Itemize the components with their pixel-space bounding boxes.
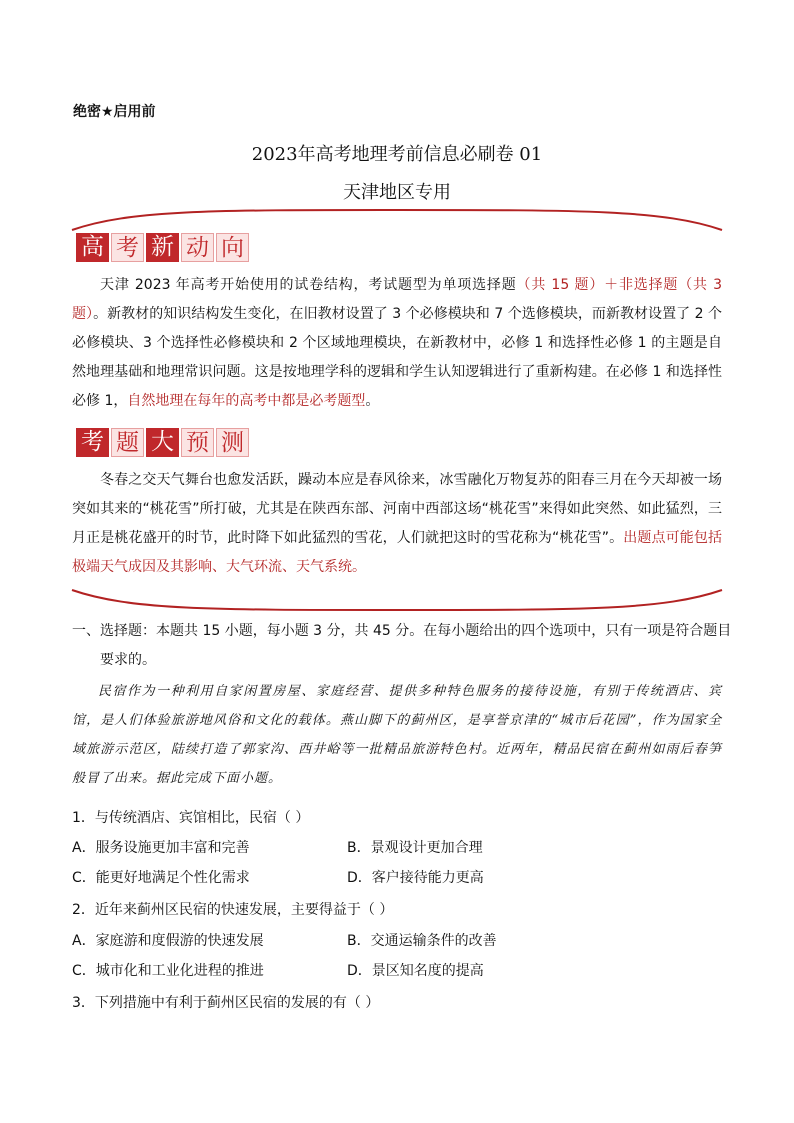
banner-char: 新 — [146, 233, 179, 262]
option-2c: C．城市化和工业化进程的推进 — [72, 963, 264, 979]
option-1b: B．景观设计更加合理 — [347, 840, 483, 856]
option-2d: D．景区知名度的提高 — [347, 963, 484, 979]
option-2a: A．家庭游和度假游的快速发展 — [72, 933, 264, 949]
text: 。新教材的知识结构发生变化，在旧教材设置了 3 个必修模块和 7 个选修模块，而新教材设置了 2 个必修模块、3 个选择性必修模块和 2 个区域地理模块，在新教材中，必修 1 和选择性必修 1 的主题是自然地理基础和地理常识问题。这是按地理学科的逻辑和学生认知逻辑进行了重新构建。在必修 1 和选择性必修 1， — [72, 306, 723, 409]
option-1c: C．能更好地满足个性化需求 — [72, 870, 250, 886]
option-1d: D．客户接待能力更高 — [347, 870, 484, 886]
text: 。 — [365, 393, 380, 409]
question-2: 2．近年来蓟州区民宿的快速发展，主要得益于（ ） — [72, 902, 394, 918]
question-1: 1．与传统酒店、宾馆相比，民宿（ ） — [72, 810, 310, 826]
banner-char: 大 — [146, 428, 179, 457]
banner-char: 向 — [216, 233, 249, 262]
banner-char: 预 — [181, 428, 214, 457]
banner-char: 高 — [76, 233, 109, 262]
trend-paragraph — [72, 271, 722, 416]
highlight-text: 自然地理在每年的高考中都是必考题型 — [127, 393, 366, 409]
page-title: 2023年高考地理考前信息必刷卷 01 — [251, 144, 543, 165]
highlight-text: （共 15 题）＋非选择题（共 3 题） — [72, 277, 723, 322]
option-1a: A．服务设施更加丰富和完善 — [72, 840, 250, 856]
bottom-decorative-curve — [70, 588, 724, 612]
highlight-text: 出题点可能包括极端天气成因及其影响、大气环流、天气系统。 — [72, 530, 722, 575]
text: 天津 2023 年高考开始使用的试卷结构，考试题型为单项选择题 — [100, 277, 517, 293]
banner-char: 动 — [181, 233, 214, 262]
banner-gaokao-trend — [76, 233, 251, 265]
reading-passage: 民宿作为一种利用自家闲置房屋、家庭经营、提供多种特色服务的接待设施，有别于传统酒店、宾馆，是人们体验旅游地风俗和文化的载体。燕山脚下的蓟州区，是享誉京津的“城市后花园”，作为国家全域旅游示范区，陆续打造了郭家沟、西井峪等一批精品旅游特色村。近两年，精品民宿在蓟州如雨后春笋般冒了出来。据此完成下面小题。 — [72, 684, 722, 786]
top-decorative-curve — [70, 208, 724, 232]
confidential-label: 绝密★启用前 — [73, 104, 156, 120]
section-instructions-cont: 要求的。 — [100, 652, 156, 668]
section-instructions: 一、选择题：本题共 15 小题，每小题 3 分，共 45 分。在每小题给出的四个选项中，只有一项是符合题目 — [72, 623, 732, 639]
text: 冬春之交天气舞台也愈发活跃，躁动本应是春风徐来，冰雪融化万物复苏的阳春三月在今天却被一场突如其来的“桃花雪”所打破，尤其是在陕西东部、河南中西部这场“桃花雪”来得如此突然、如此猛烈，三月正是桃花盛开的时节，此时降下如此猛烈的雪花，人们就把这时的雪花称为“桃花雪”。 — [72, 472, 722, 546]
banner-char: 考 — [111, 233, 144, 262]
page-subtitle: 天津地区专用 — [343, 182, 451, 203]
banner-char: 题 — [111, 428, 144, 457]
forecast-paragraph — [72, 466, 722, 582]
option-2b: B．交通运输条件的改善 — [347, 933, 497, 949]
question-3: 3．下列措施中有利于蓟州区民宿的发展的有（ ） — [72, 995, 380, 1011]
banner-char: 考 — [76, 428, 109, 457]
banner-char: 测 — [216, 428, 249, 457]
banner-exam-forecast — [76, 428, 251, 460]
